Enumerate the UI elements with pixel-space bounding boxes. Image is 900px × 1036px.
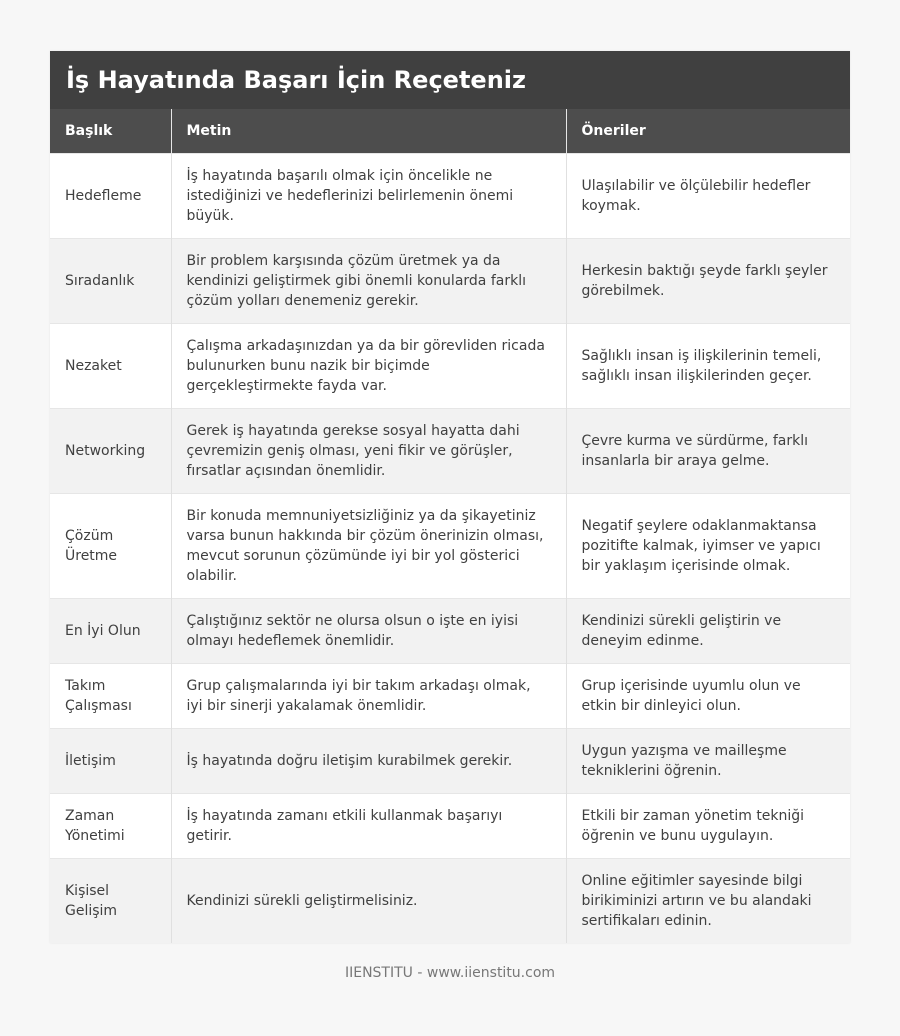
cell-metin: Bir konuda memnuniyetsizliğiniz ya da şikayetiniz varsa bunun hakkında bir çözüm önerinizin olması, mevcut sorunun çözümünde iyi bir yol gösterici olabilir. bbox=[171, 494, 566, 599]
cell-oneriler: Etkili bir zaman yönetim tekniği öğrenin ve bunu uygulayın. bbox=[566, 794, 850, 859]
cell-baslik: Networking bbox=[50, 409, 171, 494]
table-row bbox=[50, 239, 850, 324]
recipe-card bbox=[50, 51, 850, 943]
table-row bbox=[50, 859, 850, 944]
cell-metin: İş hayatında başarılı olmak için öncelikle ne istediğinizi ve hedeflerinizi belirlemenin önemi büyük. bbox=[171, 154, 566, 239]
cell-baslik: Hedefleme bbox=[50, 154, 171, 239]
cell-baslik: Takım Çalışması bbox=[50, 664, 171, 729]
cell-oneriler: Online eğitimler sayesinde bilgi birikiminizi artırın ve bu alandaki sertifikaları edinin. bbox=[566, 859, 850, 944]
table-row bbox=[50, 599, 850, 664]
cell-baslik: Sıradanlık bbox=[50, 239, 171, 324]
table-header-row bbox=[50, 109, 850, 154]
footer-text: IIENSTITU - www.iienstitu.com bbox=[344, 965, 556, 981]
cell-oneriler: Kendinizi sürekli geliştirin ve deneyim edinme. bbox=[566, 599, 850, 664]
cell-metin: Bir problem karşısında çözüm üretmek ya da kendinizi geliştirmek gibi önemli konularda farklı çözüm yolları denemeniz gerekir. bbox=[171, 239, 566, 324]
cell-baslik: Çözüm Üretme bbox=[50, 494, 171, 599]
cell-baslik: En İyi Olun bbox=[50, 599, 171, 664]
table-row bbox=[50, 494, 850, 599]
cell-baslik: Zaman Yönetimi bbox=[50, 794, 171, 859]
cell-oneriler: Uygun yazışma ve mailleşme tekniklerini öğrenin. bbox=[566, 729, 850, 794]
table-row bbox=[50, 154, 850, 239]
table-row bbox=[50, 664, 850, 729]
cell-metin: İş hayatında doğru iletişim kurabilmek gerekir. bbox=[171, 729, 566, 794]
cell-oneriler: Çevre kurma ve sürdürme, farklı insanlarla bir araya gelme. bbox=[566, 409, 850, 494]
cell-baslik: İletişim bbox=[50, 729, 171, 794]
cell-oneriler: Negatif şeylere odaklanmaktansa pozitifte kalmak, iyimser ve yapıcı bir yaklaşım içerisinde olmak. bbox=[566, 494, 850, 599]
cell-baslik: Nezaket bbox=[50, 324, 171, 409]
cell-metin: Çalıştığınız sektör ne olursa olsun o işte en iyisi olmayı hedeflemek önemlidir. bbox=[171, 599, 566, 664]
page-title: İş Hayatında Başarı İçin Reçeteniz bbox=[50, 51, 850, 109]
cell-oneriler: Sağlıklı insan iş ilişkilerinin temeli, sağlıklı insan ilişkilerinden geçer. bbox=[566, 324, 850, 409]
column-header-metin: Metin bbox=[171, 109, 566, 154]
table-row bbox=[50, 324, 850, 409]
table-row bbox=[50, 794, 850, 859]
cell-metin: Kendinizi sürekli geliştirmelisiniz. bbox=[171, 859, 566, 944]
cell-metin: Grup çalışmalarında iyi bir takım arkadaşı olmak, iyi bir sinerji yakalamak önemlidir. bbox=[171, 664, 566, 729]
cell-metin: Gerek iş hayatında gerekse sosyal hayatta dahi çevremizin geniş olması, yeni fikir ve görüşler, fırsatlar açısından önemlidir. bbox=[171, 409, 566, 494]
cell-oneriler: Herkesin baktığı şeyde farklı şeyler görebilmek. bbox=[566, 239, 850, 324]
cell-metin: İş hayatında zamanı etkili kullanmak başarıyı getirir. bbox=[171, 794, 566, 859]
recipe-table bbox=[50, 109, 850, 943]
column-header-oneriler: Öneriler bbox=[566, 109, 850, 154]
cell-oneriler: Grup içerisinde uyumlu olun ve etkin bir dinleyici olun. bbox=[566, 664, 850, 729]
cell-oneriler: Ulaşılabilir ve ölçülebilir hedefler koymak. bbox=[566, 154, 850, 239]
column-header-baslik: Başlık bbox=[50, 109, 171, 154]
table-row bbox=[50, 729, 850, 794]
cell-baslik: Kişisel Gelişim bbox=[50, 859, 171, 944]
cell-metin: Çalışma arkadaşınızdan ya da bir görevliden ricada bulunurken bunu nazik bir biçimde gerçekleştirmekte fayda var. bbox=[171, 324, 566, 409]
table-row bbox=[50, 409, 850, 494]
